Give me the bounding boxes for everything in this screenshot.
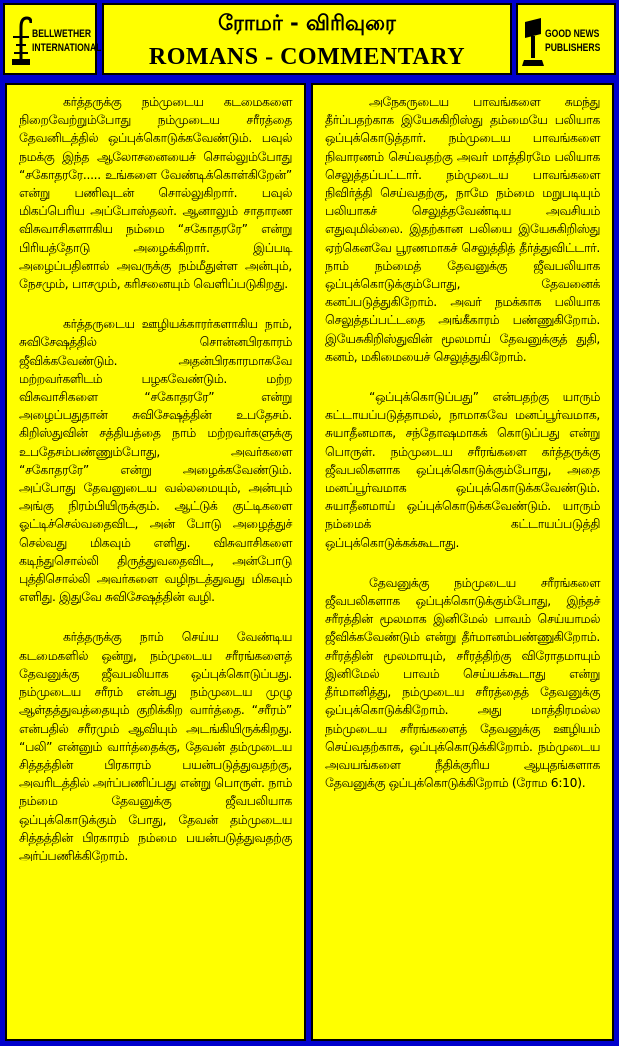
bellwether-logo: [3, 3, 102, 75]
logo-right-line2: PUBLISHERS: [545, 42, 601, 54]
paragraph: தேவனுக்கு நம்முடைய சரீரங்களை ஜீவபலிகளாக ஒப்புக்கொடுக்கும்போது, இந்தச் சரீரத்தின் மூலமாக இனிமேல் பாவம் செய்யாமல் ஜீவிக்கவேண்டும் என்று தீர்மானம்பண்ணுகிறோம். சரீரத்தின் மூலமாயும், சரீரத்திற்கு விரோதமாயும் இனிமேல் பாவம் செய்யக்கூடாது என்று தீர்மானித்து, நம்முடைய சரீரத்தைத் தேவனுக்கு ஒப்புக்கொடுக்கிறோம். அது மாத்திரமல்ல நம்முடைய சரீரங்களைத் தேவனுக்கு ஊழியம் செய்வதற்காக, ஒப்புக்கொடுக்கிறோம். நம்முடைய அவயங்களை நீதிக்குரிய ஆயுதங்களாக தேவனுக்கு ஒப்புக்கொடுக்கிறோம் (ரோம 6:10).: [325, 575, 600, 791]
logo-right-line1: GOOD NEWS: [545, 28, 600, 40]
header-bar: [0, 0, 619, 79]
page-title-english: ROMANS - COMMENTARY: [148, 44, 466, 70]
logo-left-text: [32, 27, 101, 55]
logo-left-line2: INTERNATIONAL: [32, 42, 102, 54]
logo-left-line1: BELLWETHER: [32, 28, 92, 40]
paragraph: கர்த்தருக்கு நாம் செய்ய வேண்டிய கடமைகளில் ஒன்று, நம்முடைய சரீரங்களைத் தேவனுக்கு ஜீவபலியாக ஒப்புக்கொடுப்பது. நம்முடைய சரீரம் என்பது நம்முடைய முழு ஆள்தத்துவத்தையும் குறிக்கிற வார்த்தை. “சரீரம்” என்பதில் சரீரமும் ஆவியும் அடங்கியிருக்கிறது. “பலி” என்னும் வார்த்தைக்கு, தேவன் தம்முடைய சித்தத்தின் பிரகாரம் பயன்படுத்துவதற்கு, அவரிடத்தில் அர்ப்பணிப்பது என்று பொருள். நாம் நம்மை தேவனுக்கு ஜீவபலியாக ஒப்புக்கொடுக்கும் போது, தேவன் தம்முடைய சித்தத்தின் பிரகாரம் நம்மை பயன்படுத்துவதற்கு அர்ப்பணிக்கிறோம்.: [19, 630, 292, 863]
paragraph: கர்த்தருக்கு நம்முடைய கடமைகளை நிறைவேற்றும்போது நம்முடைய சரீரத்தை தேவனிடத்தில் ஒப்புக்கொடுக்கவேண்டும். பவுல் நமக்கு இந்த ஆலோசனையைச் சொல்லும்போது “சகோதரரே..... உங்களை வேண்டிக்கொள்கிறேன்” என்று பணிவுடன் சொல்லுகிறார். பவுல் மிகப்பெரிய அப்போஸ்தலர். ஆனாலும் சாதாரண விசுவாசிகளாகிய நம்மை “சகோதரரே” என்று பிரியத்தோடு அழைக்கிறார். இப்படி அழைப்பதினால் அவருக்கு நம்மீதுள்ள அன்பும், நேசமும், பாசமும், கரிசனையும் வெளிப்படுகிறது.: [19, 95, 292, 292]
shepherd-staff-icon: [10, 15, 32, 67]
title-panel: [102, 3, 512, 75]
page-title-tamil: ரோமர் - விரிவுரை: [218, 11, 396, 35]
paragraph: “ஒப்புக்கொடுப்பது” என்பதற்கு யாரும் கட்டாயப்படுத்தாமல், நாமாகவே மனப்பூர்வமாக, சுயாதீனமாக, சந்தோஷமாகக் கொடுப்பது என்று பொருள். நம்முடைய சரீரங்களை கர்த்தருக்கு ஜீவபலிகளாக ஒப்புக்கொடுக்கும்போது, அதை மனப்பூர்வமாக ஒப்புக்கொடுக்கவேண்டும். சுயாதீனமாய் ஒப்புக்கொடுக்கவேண்டும். யாரும் நம்மைக் கட்டாயப்படுத்தி ஒப்புக்கொடுக்கக்கூடாது.: [325, 390, 600, 550]
paragraph: கர்த்தருடைய ஊழியக்காரர்களாகிய நாம், சுவிசேஷத்தில் சொன்னபிரகாரம் ஜீவிக்கவேண்டும். அதன்பிரகாரமாகவே மற்றவர்களிடம் பழகவேண்டும். மற்ற விசுவாசிகளை “சகோதரரே” என்று அழைப்பதுதான் சுவிசேஷத்தின் உபதேசம். கிறிஸ்துவின் சத்தியத்தை நாம் மற்றவர்களுக்கு உபதேசம்பண்ணும்போது, அவர்களை “சகோதரரே” என்று அழைக்கவேண்டும். அப்போது தேவனுடைய வல்லமையும், அன்பும் அங்கு நிரம்பியிருக்கும். ஆட்டுக் குட்டிகளை ஓட்டிச்செல்வதைவிட, அன் போடு அழைத்துச் செல்வது மிகவும் எளிது. விசுவாசிகளை கடிந்துசொல்லி திருத்துவதைவிட, அன்போடு புத்திசொல்லி அவர்களை வழிநடத்துவது மிகவும் எளிது. இதுவே சுவிசேஷத்தின் வழி.: [19, 317, 292, 605]
left-column: [5, 83, 306, 1041]
logo-right-text: [545, 27, 600, 55]
good-news-logo: [516, 3, 616, 75]
paragraph: அநேகருடைய பாவங்களை சுமந்து தீர்ப்பதற்காக இயேசுகிறிஸ்து தம்மையே பலியாக ஒப்புக்கொடுத்தார். நம்முடைய பாவங்களை நிவாரணம் செய்வதற்கு அவர் மாத்திரமே பலியாக செலுத்தப்பட்டார். நம்முடைய பாவங்களை நிவிர்த்தி செய்வதற்கு, நாமே நம்மை மறுபடியும் பலியாகச் செலுத்தவேண்டிய அவசியம் எதுவுமில்லை. இதற்கான பலியை இயேசுகிறிஸ்து ஏற்கெனவே பூரணமாகச் செலுத்தித் தீர்த்துவிட்டார். நாம் நம்மைத் தேவனுக்கு ஜீவபலியாக ஒப்புக்கொடுக்கும்போது, தேவனைக் கனப்படுத்துகிறோம். அவர் நமக்காக பலியாக செலுத்தப்பட்டதை அங்கீகாரம் பண்ணுகிறோம். இயேசுகிறிஸ்துவின் மூலமாய் தேவனுக்குத் துதி, கனம், மகிமையைச் செலுத்துகிறோம்.: [325, 95, 600, 364]
book-stand-icon: [522, 14, 544, 68]
right-column: [311, 83, 614, 1041]
